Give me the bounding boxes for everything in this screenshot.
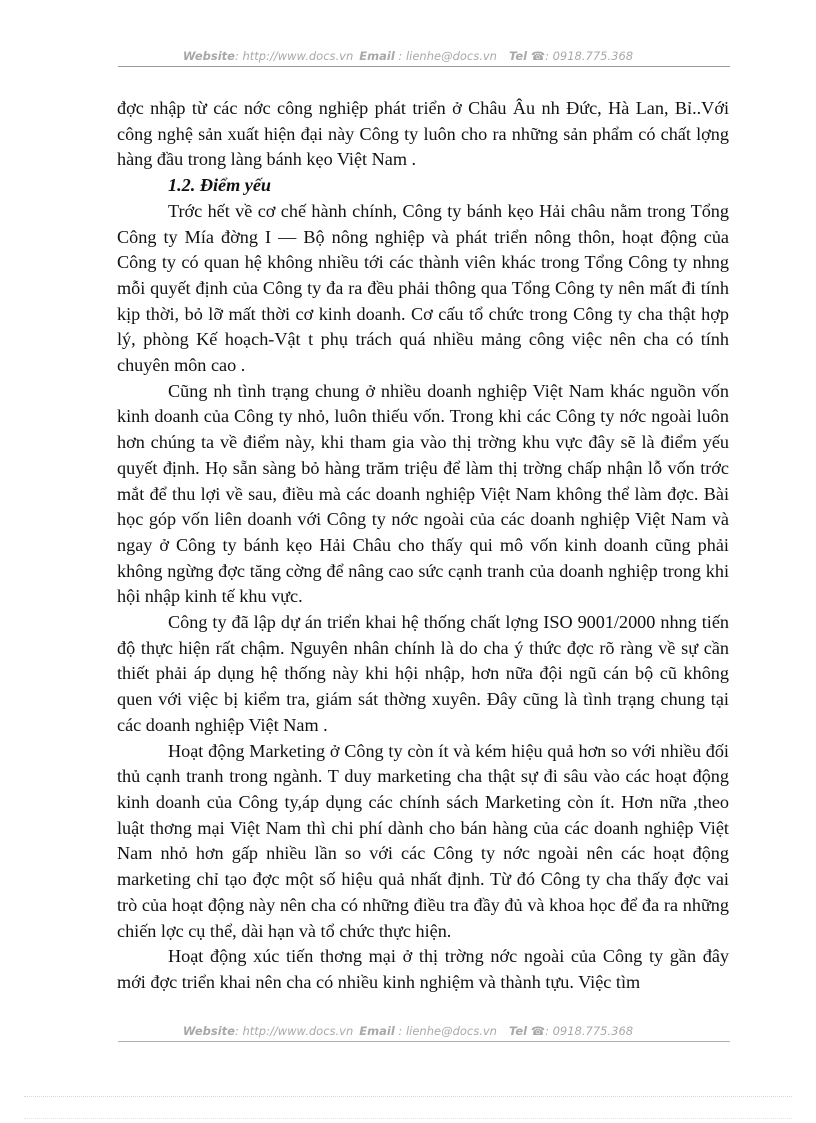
paragraph-3: Công ty đã lập dự án triển khai hệ thống chất lợng ISO 9001/2000 nhng tiến độ thực hiện rất chậm. Nguyên nhân chính là do cha ý thức đợc rõ ràng về sự cần thiết phải áp dụng hệ thống này khi hội nhập, hơn nữa đội ngũ cán bộ cũ không quen với việc bị kiểm tra, giám sát thờng xuyên. Đây cũng là tình trạng chung tại các doanh nghiệp Việt Nam . (117, 612, 729, 735)
footer-email-sep: : (394, 1024, 406, 1038)
footer-email-label: Email (359, 1024, 395, 1038)
footer-website-sep: : (234, 1024, 243, 1038)
header-website-url[interactable]: http://www.docs.vn (242, 49, 354, 63)
footer-tel-value: : 0918.775.368 (545, 1024, 634, 1038)
header-rule (118, 66, 730, 67)
phone-icon: ☎ (530, 49, 546, 63)
footer-rule (118, 1041, 730, 1042)
header-website-sep: : (234, 49, 243, 63)
footer-tel-label: Tel (508, 1024, 528, 1038)
phone-icon: ☎ (530, 1024, 546, 1038)
page-edge-divider (24, 1096, 792, 1097)
header-email-label: Email (359, 49, 395, 63)
paragraph-2: Cũng nh tình trạng chung ở nhiều doanh nghiệp Việt Nam khác nguồn vốn kinh doanh của Công ty nhỏ, luôn thiếu vốn. Trong khi các Công ty nớc ngoài luôn hơn chúng ta về điểm này, khi tham gia vào thị trờng khu vực đây sẽ là điểm yếu quyết định. Họ sẵn sàng bỏ hàng trăm triệu để làm thị trờng chấp nhận lỗ vốn trớc mắt để thu lợi về sau, điều mà các doanh nghiệp Việt Nam không thể làm đợc. Bài học góp vốn liên doanh với Công ty nớc ngoài của các doanh nghiệp Việt Nam và ngay ở Công ty bánh kẹo Hải Châu cho thấy qui mô vốn kinh doanh cũng phải không ngừng đợc tăng cờng để nâng cao sức cạnh tranh của doanh nghiệp trong khi hội nhập kinh tế khu vực. (117, 380, 729, 607)
paragraph-5: Hoạt động xúc tiến thơng mại ở thị trờng nớc ngoài của Công ty gần đây mới đợc triển khai nên cha có nhiều kinh nghiệm và thành tựu. Việc tìm (117, 946, 729, 992)
page-header (0, 49, 816, 63)
page-edge-divider (24, 1118, 792, 1119)
page-footer (0, 1024, 816, 1038)
paragraph-1: Trớc hết về cơ chế hành chính, Công ty bánh kẹo Hải châu nằm trong Tổng Công ty Mía đờng I — Bộ nông nghiệp và phát triển nông thôn, hoạt động của Công ty có quan hệ không nhiều tới các thành viên khác trong Tổng Công ty nhng mỗi quyết định của Công ty đa ra đều phải thông qua Tổng Công ty nên mất đi tính kịp thời, bỏ lỡ mất thời cơ kinh doanh. Cơ cấu tổ chức trong Công ty cha thật hợp lý, phòng Kế hoạch-Vật t phụ trách quá nhiều mảng công việc nên cha có tính chuyên môn cao . (117, 200, 729, 376)
footer-website-url[interactable]: http://www.docs.vn (242, 1024, 354, 1038)
header-tel-value: : 0918.775.368 (545, 49, 634, 63)
header-website-label: Website (182, 49, 235, 63)
header-email-sep: : (394, 49, 406, 63)
document-body (117, 96, 729, 996)
footer-email-value[interactable]: lienhe@docs.vn (405, 1024, 497, 1038)
intro-paragraph: đợc nhập từ các nớc công nghiệp phát triển ở Châu Âu nh Đức, Hà Lan, Bỉ..Với công nghệ sản xuất hiện đại này Công ty luôn cho ra những sản phẩm có chất lợng hàng đầu trong làng bánh kẹo Việt Nam . (117, 98, 729, 170)
paragraph-4: Hoạt động Marketing ở Công ty còn ít và kém hiệu quả hơn so với nhiều đối thủ cạnh tranh trong ngành. T duy marketing cha thật sự đi sâu vào các hoạt động kinh doanh của Công ty,áp dụng các chính sách Marketing còn ít. Hơn nữa ,theo luật thơng mại Việt Nam thì chi phí dành cho bán hàng của các doanh nghiệp Việt Nam nhỏ hơn gấp nhiều lần so với các Công ty nớc ngoài nên các hoạt động marketing chỉ tạo đợc một số hiệu quả nhất định. Từ đó Công ty cha thấy đợc vai trò của hoạt động này nên cha có những điều tra đầy đủ và khoa học để đa ra những chiến lợc cụ thể, dài hạn và tổ chức thực hiện. (117, 740, 729, 941)
footer-website-label: Website (182, 1024, 235, 1038)
header-tel-label: Tel (508, 49, 528, 63)
section-heading: 1.2. Điểm yếu (168, 175, 272, 196)
header-email-value[interactable]: lienhe@docs.vn (405, 49, 497, 63)
